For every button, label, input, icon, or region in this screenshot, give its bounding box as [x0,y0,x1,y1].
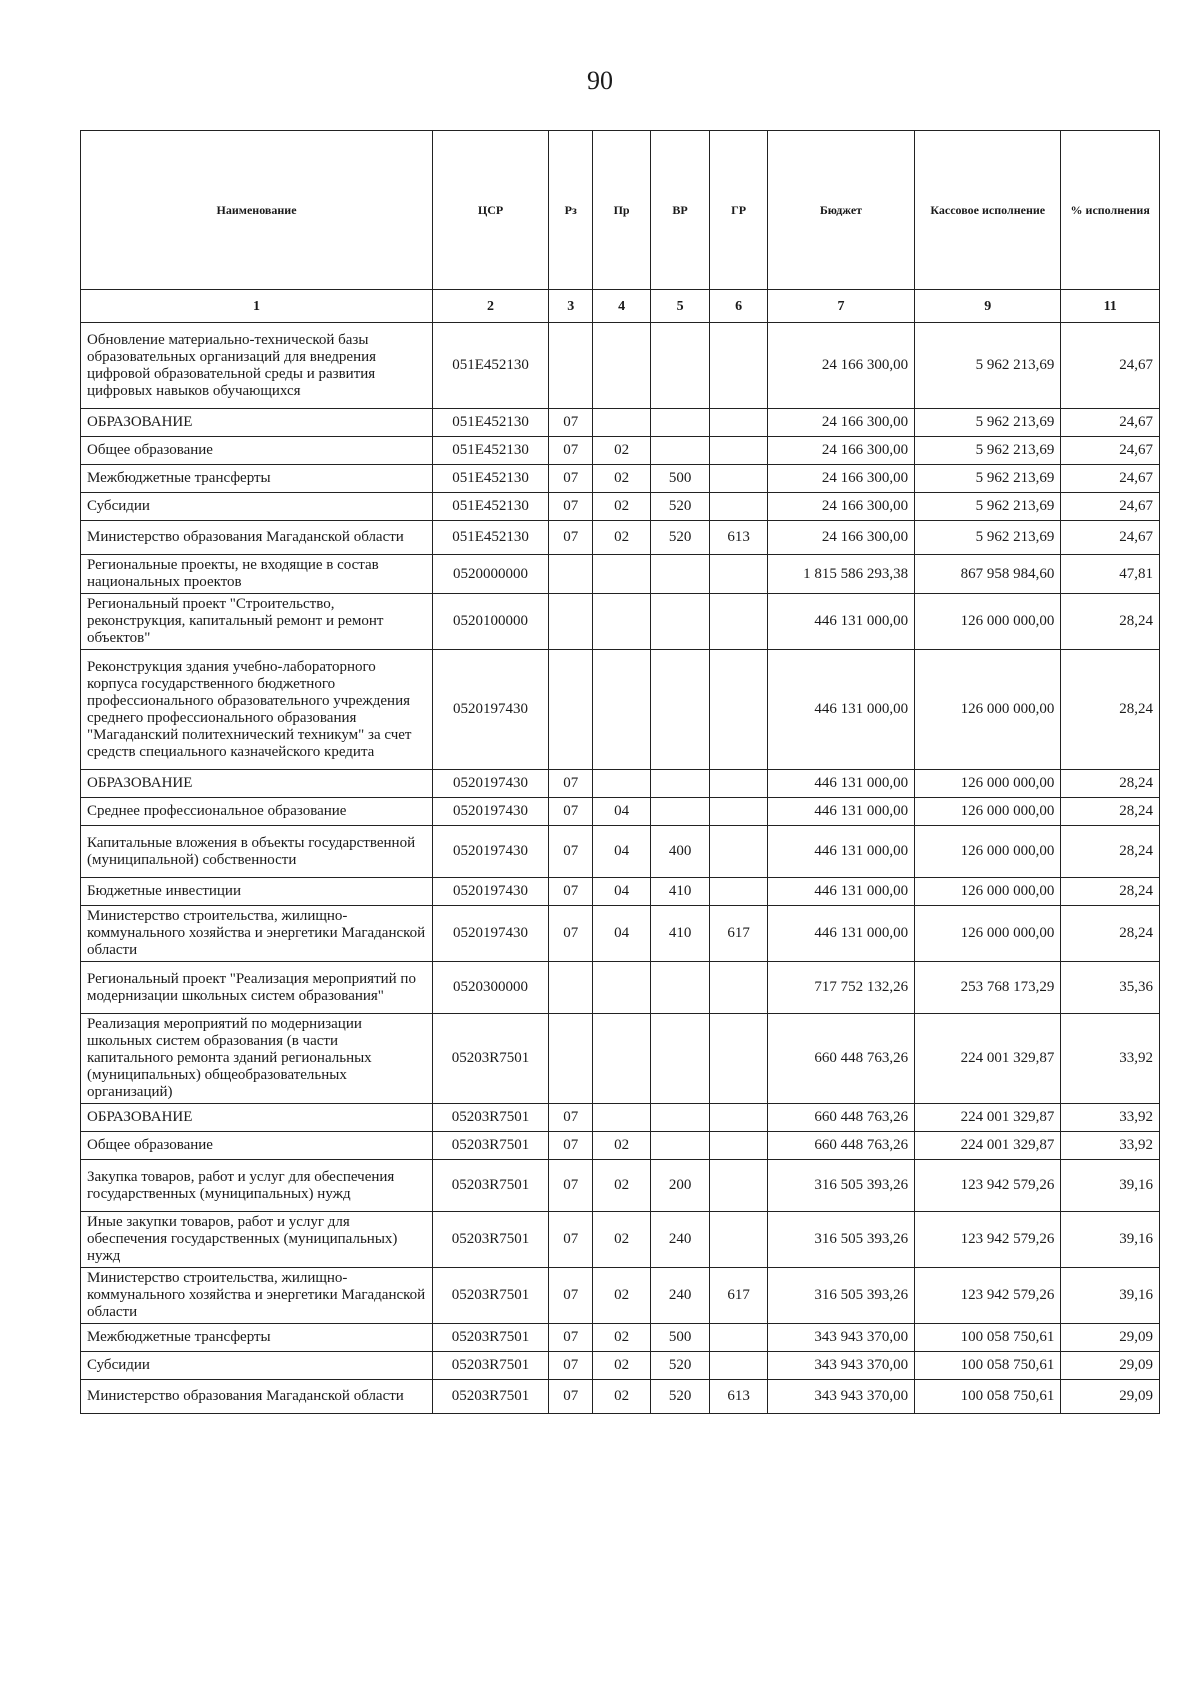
cell-name: Региональный проект "Реализация мероприятий по модернизации школьных систем образования" [81,962,433,1014]
cell-budget: 660 448 763,26 [767,1104,914,1132]
cell-vr: 410 [650,906,710,962]
table-row [81,878,1160,906]
cell-pr: 02 [593,1160,650,1212]
cell-vr [650,437,710,465]
cell-csr: 0520197430 [433,650,549,770]
cell-pct: 28,24 [1061,906,1160,962]
table-row [81,906,1160,962]
cell-rz: 07 [548,770,592,798]
cell-pct: 24,67 [1061,493,1160,521]
cell-vr [650,650,710,770]
budget-table [80,130,1160,1414]
cell-rz: 07 [548,493,592,521]
cell-gr [710,650,767,770]
cell-rz: 07 [548,1352,592,1380]
cell-name: Бюджетные инвестиции [81,878,433,906]
cell-rz: 07 [548,1212,592,1268]
cell-gr [710,798,767,826]
cell-name: Межбюджетные трансферты [81,1324,433,1352]
cell-budget: 446 131 000,00 [767,770,914,798]
header-rz: Рз [548,131,592,290]
cell-csr: 051E452130 [433,323,549,409]
header-csr: ЦСР [433,131,549,290]
column-number: 4 [593,290,650,323]
table-row [81,521,1160,555]
column-number: 3 [548,290,592,323]
cell-rz [548,1014,592,1104]
cell-cash: 5 962 213,69 [915,409,1061,437]
cell-pct: 24,67 [1061,465,1160,493]
cell-budget: 446 131 000,00 [767,826,914,878]
column-number: 11 [1061,290,1160,323]
cell-csr: 051E452130 [433,437,549,465]
cell-csr: 0520197430 [433,826,549,878]
cell-name: Реконструкция здания учебно-лабораторного корпуса государственного бюджетного профессионального образовательного учреждения среднего профессионального образования "Магаданский политехнический техникум" за счет средств специального казначейского кредита [81,650,433,770]
cell-cash: 126 000 000,00 [915,770,1061,798]
cell-name: Закупка товаров, работ и услуг для обеспечения государственных (муниципальных) нужд [81,1160,433,1212]
cell-gr [710,878,767,906]
cell-vr: 520 [650,1352,710,1380]
cell-budget: 446 131 000,00 [767,798,914,826]
cell-pr: 02 [593,465,650,493]
cell-name: Обновление материально-технической базы образовательных организаций для внедрения цифровой образовательной среды и развития цифровых навыков обучающихся [81,323,433,409]
cell-budget: 316 505 393,26 [767,1160,914,1212]
cell-rz [548,962,592,1014]
cell-rz: 07 [548,521,592,555]
cell-gr [710,770,767,798]
cell-pct: 39,16 [1061,1160,1160,1212]
cell-csr: 0520197430 [433,770,549,798]
cell-pct: 28,24 [1061,826,1160,878]
cell-pr: 04 [593,798,650,826]
cell-gr [710,555,767,594]
cell-gr [710,323,767,409]
cell-vr: 240 [650,1212,710,1268]
cell-rz: 07 [548,409,592,437]
cell-gr [710,1014,767,1104]
header-cash: Кассовое исполнение [915,131,1061,290]
cell-gr [710,826,767,878]
cell-vr [650,555,710,594]
cell-budget: 24 166 300,00 [767,465,914,493]
cell-csr: 0520197430 [433,798,549,826]
cell-budget: 660 448 763,26 [767,1132,914,1160]
cell-name: Общее образование [81,1132,433,1160]
cell-gr [710,1324,767,1352]
cell-name: Реализация мероприятий по модернизации школьных систем образования (в части капитального ремонта зданий региональных (муниципальных) общеобразовательных организаций) [81,1014,433,1104]
cell-rz: 07 [548,1160,592,1212]
cell-vr: 500 [650,465,710,493]
cell-name: Субсидии [81,1352,433,1380]
cell-gr [710,465,767,493]
cell-pct: 39,16 [1061,1268,1160,1324]
cell-budget: 24 166 300,00 [767,521,914,555]
cell-pr: 04 [593,906,650,962]
cell-cash: 5 962 213,69 [915,323,1061,409]
cell-cash: 126 000 000,00 [915,906,1061,962]
header-name: Наименование [81,131,433,290]
cell-pct: 24,67 [1061,323,1160,409]
cell-pr: 02 [593,493,650,521]
cell-pr [593,323,650,409]
cell-pct: 24,67 [1061,521,1160,555]
cell-csr: 051E452130 [433,465,549,493]
cell-vr [650,770,710,798]
cell-csr: 0520197430 [433,906,549,962]
table-row [81,650,1160,770]
cell-pr: 02 [593,437,650,465]
cell-name: Общее образование [81,437,433,465]
cell-vr [650,1104,710,1132]
cell-name: Министерство образования Магаданской области [81,1380,433,1414]
cell-csr: 05203R7501 [433,1268,549,1324]
cell-name: Министерство образования Магаданской области [81,521,433,555]
cell-rz [548,555,592,594]
cell-gr [710,437,767,465]
cell-pr [593,770,650,798]
column-number: 7 [767,290,914,323]
cell-pr [593,555,650,594]
cell-pct: 39,16 [1061,1212,1160,1268]
cell-gr: 613 [710,521,767,555]
cell-csr: 051E452130 [433,409,549,437]
cell-cash: 253 768 173,29 [915,962,1061,1014]
table-row [81,1014,1160,1104]
cell-csr: 0520100000 [433,594,549,650]
cell-rz: 07 [548,826,592,878]
header-vr: ВР [650,131,710,290]
cell-name: ОБРАЗОВАНИЕ [81,1104,433,1132]
cell-gr [710,1160,767,1212]
cell-cash: 5 962 213,69 [915,521,1061,555]
cell-gr [710,594,767,650]
cell-budget: 1 815 586 293,38 [767,555,914,594]
cell-pct: 28,24 [1061,798,1160,826]
cell-gr [710,1352,767,1380]
cell-vr: 520 [650,1380,710,1414]
table-row [81,1132,1160,1160]
header-budget: Бюджет [767,131,914,290]
cell-gr [710,409,767,437]
cell-cash: 100 058 750,61 [915,1352,1061,1380]
cell-rz: 07 [548,1268,592,1324]
cell-vr [650,1132,710,1160]
cell-pct: 47,81 [1061,555,1160,594]
table-row [81,1268,1160,1324]
cell-csr: 0520197430 [433,878,549,906]
cell-budget: 446 131 000,00 [767,594,914,650]
cell-csr: 05203R7501 [433,1014,549,1104]
cell-pct: 28,24 [1061,878,1160,906]
cell-cash: 867 958 984,60 [915,555,1061,594]
cell-pr: 04 [593,826,650,878]
cell-pr: 02 [593,1212,650,1268]
cell-pct: 33,92 [1061,1132,1160,1160]
cell-vr [650,798,710,826]
cell-csr: 0520000000 [433,555,549,594]
cell-budget: 24 166 300,00 [767,493,914,521]
cell-cash: 224 001 329,87 [915,1104,1061,1132]
cell-csr: 051E452130 [433,521,549,555]
cell-rz [548,323,592,409]
cell-gr: 617 [710,1268,767,1324]
cell-rz: 07 [548,437,592,465]
cell-pct: 33,92 [1061,1104,1160,1132]
cell-cash: 126 000 000,00 [915,594,1061,650]
cell-cash: 100 058 750,61 [915,1324,1061,1352]
cell-cash: 126 000 000,00 [915,878,1061,906]
cell-cash: 224 001 329,87 [915,1014,1061,1104]
table-row [81,962,1160,1014]
cell-vr [650,594,710,650]
cell-rz: 07 [548,906,592,962]
cell-pct: 24,67 [1061,409,1160,437]
table-row [81,1352,1160,1380]
cell-rz: 07 [548,798,592,826]
cell-pr [593,1014,650,1104]
cell-budget: 446 131 000,00 [767,878,914,906]
cell-gr [710,962,767,1014]
cell-budget: 343 943 370,00 [767,1324,914,1352]
cell-csr: 0520300000 [433,962,549,1014]
table-row [81,1380,1160,1414]
cell-pr [593,650,650,770]
cell-cash: 123 942 579,26 [915,1268,1061,1324]
column-number: 9 [915,290,1061,323]
cell-budget: 24 166 300,00 [767,409,914,437]
cell-rz: 07 [548,878,592,906]
cell-gr: 617 [710,906,767,962]
cell-vr: 200 [650,1160,710,1212]
cell-vr: 410 [650,878,710,906]
cell-gr [710,1104,767,1132]
column-number: 5 [650,290,710,323]
cell-pr: 02 [593,1352,650,1380]
cell-pct: 29,09 [1061,1380,1160,1414]
cell-name: ОБРАЗОВАНИЕ [81,770,433,798]
cell-name: Министерство строительства, жилищно-коммунального хозяйства и энергетики Магаданской области [81,906,433,962]
cell-pr [593,962,650,1014]
cell-csr: 05203R7501 [433,1160,549,1212]
cell-vr: 400 [650,826,710,878]
cell-csr: 05203R7501 [433,1104,549,1132]
table-row [81,798,1160,826]
cell-cash: 5 962 213,69 [915,493,1061,521]
header-pct: % исполнения [1061,131,1160,290]
cell-rz: 07 [548,465,592,493]
cell-name: Межбюджетные трансферты [81,465,433,493]
cell-budget: 343 943 370,00 [767,1380,914,1414]
cell-pr: 02 [593,1380,650,1414]
cell-name: Министерство строительства, жилищно-коммунального хозяйства и энергетики Магаданской области [81,1268,433,1324]
table-row [81,437,1160,465]
cell-name: Региональный проект "Строительство, реконструкция, капитальный ремонт и ремонт объектов" [81,594,433,650]
table-row [81,826,1160,878]
cell-budget: 343 943 370,00 [767,1352,914,1380]
cell-pr [593,1104,650,1132]
cell-pct: 35,36 [1061,962,1160,1014]
cell-pct: 24,67 [1061,437,1160,465]
cell-vr: 520 [650,521,710,555]
cell-vr: 520 [650,493,710,521]
column-number: 1 [81,290,433,323]
cell-cash: 126 000 000,00 [915,798,1061,826]
cell-name: Иные закупки товаров, работ и услуг для обеспечения государственных (муниципальных) нужд [81,1212,433,1268]
table-row [81,1104,1160,1132]
cell-cash: 5 962 213,69 [915,437,1061,465]
header-gr: ГР [710,131,767,290]
cell-csr: 05203R7501 [433,1132,549,1160]
cell-gr: 613 [710,1380,767,1414]
header-pr: Пр [593,131,650,290]
cell-pct: 28,24 [1061,594,1160,650]
cell-pr [593,409,650,437]
table-row [81,323,1160,409]
cell-vr: 240 [650,1268,710,1324]
cell-cash: 126 000 000,00 [915,826,1061,878]
cell-csr: 051E452130 [433,493,549,521]
header-row [81,131,1160,290]
table-row [81,1324,1160,1352]
cell-csr: 05203R7501 [433,1380,549,1414]
cell-budget: 717 752 132,26 [767,962,914,1014]
cell-budget: 316 505 393,26 [767,1212,914,1268]
cell-budget: 24 166 300,00 [767,437,914,465]
cell-pct: 28,24 [1061,650,1160,770]
table-row [81,1160,1160,1212]
cell-pr: 02 [593,1268,650,1324]
cell-csr: 05203R7501 [433,1212,549,1268]
cell-pr: 02 [593,1132,650,1160]
table-row [81,493,1160,521]
cell-cash: 100 058 750,61 [915,1380,1061,1414]
table-row [81,594,1160,650]
cell-budget: 316 505 393,26 [767,1268,914,1324]
cell-vr [650,409,710,437]
cell-rz: 07 [548,1380,592,1414]
cell-name: Среднее профессиональное образование [81,798,433,826]
cell-cash: 123 942 579,26 [915,1160,1061,1212]
cell-rz: 07 [548,1104,592,1132]
table-row [81,465,1160,493]
cell-rz [548,594,592,650]
cell-gr [710,493,767,521]
cell-pct: 29,09 [1061,1324,1160,1352]
cell-cash: 224 001 329,87 [915,1132,1061,1160]
cell-budget: 446 131 000,00 [767,650,914,770]
cell-rz [548,650,592,770]
table-row [81,555,1160,594]
column-number: 2 [433,290,549,323]
cell-pr: 02 [593,521,650,555]
cell-rz: 07 [548,1132,592,1160]
cell-cash: 5 962 213,69 [915,465,1061,493]
cell-name: ОБРАЗОВАНИЕ [81,409,433,437]
cell-budget: 24 166 300,00 [767,323,914,409]
cell-vr [650,323,710,409]
page-number: 90 [587,66,613,95]
cell-budget: 660 448 763,26 [767,1014,914,1104]
column-number-row [81,290,1160,323]
cell-rz: 07 [548,1324,592,1352]
cell-name: Региональные проекты, не входящие в состав национальных проектов [81,555,433,594]
column-number: 6 [710,290,767,323]
cell-pct: 33,92 [1061,1014,1160,1104]
cell-vr: 500 [650,1324,710,1352]
cell-vr [650,1014,710,1104]
cell-pr: 04 [593,878,650,906]
table-row [81,1212,1160,1268]
cell-name: Капитальные вложения в объекты государственной (муниципальной) собственности [81,826,433,878]
cell-name: Субсидии [81,493,433,521]
cell-csr: 05203R7501 [433,1324,549,1352]
cell-gr [710,1212,767,1268]
cell-cash: 123 942 579,26 [915,1212,1061,1268]
cell-budget: 446 131 000,00 [767,906,914,962]
cell-pct: 28,24 [1061,770,1160,798]
cell-gr [710,1132,767,1160]
table-row [81,770,1160,798]
cell-cash: 126 000 000,00 [915,650,1061,770]
cell-csr: 05203R7501 [433,1352,549,1380]
table-body [81,323,1160,1414]
cell-pr: 02 [593,1324,650,1352]
table-row [81,409,1160,437]
cell-vr [650,962,710,1014]
cell-pct: 29,09 [1061,1352,1160,1380]
cell-pr [593,594,650,650]
